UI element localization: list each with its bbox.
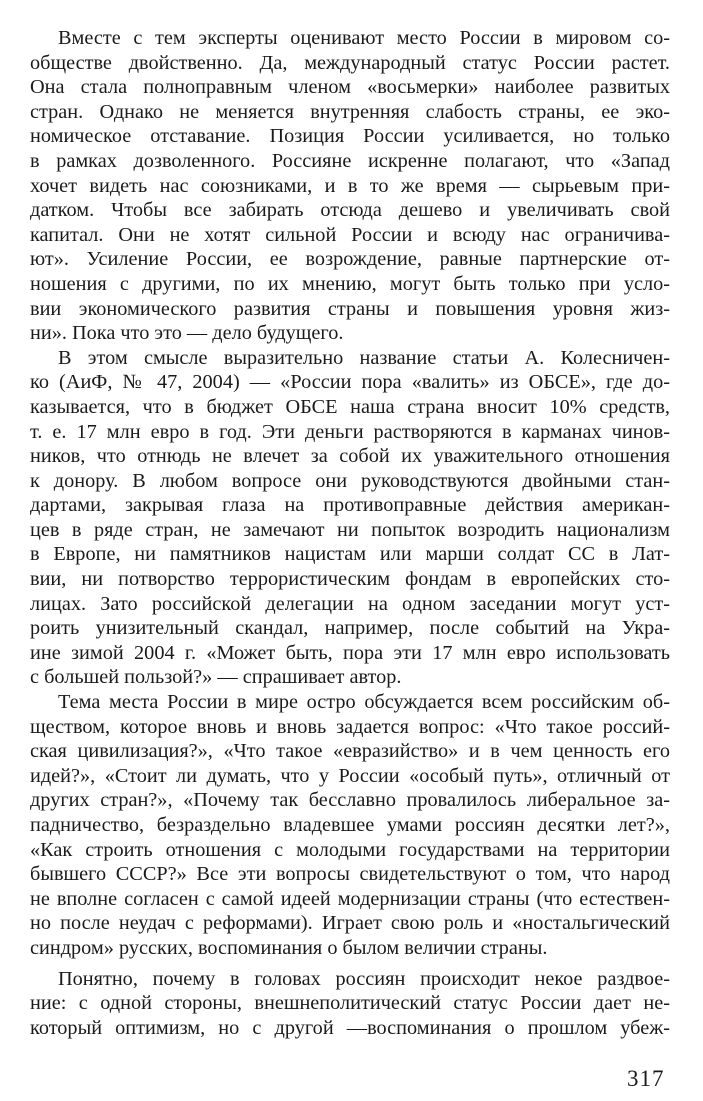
text-line: казывается, что в бюджет ОБСЕ наша страна вносит 10% средств, <box>30 395 670 418</box>
text-line: падничество, безраздельно владевшее умами россиян десятки лет?», <box>30 814 670 836</box>
text-line: датком. Чтобы все забирать отсюда дешево и увеличивать свой <box>30 199 670 222</box>
text-line: т. е. 17 млн евро в год. Эти деньги растворяются в карманах чинов- <box>30 420 670 443</box>
page-body <box>30 26 670 1040</box>
text-line: ская цивилизация?», «Что такое «евразийство» и в чем ценность его <box>30 740 670 763</box>
text-line: капитал. Они не хотят сильной России и всюду нас ограничива- <box>30 223 670 246</box>
paragraph-1 <box>30 26 670 346</box>
text-line: к донору. В любом вопросе они руководствуются двойными стан- <box>30 469 670 492</box>
text-line: не вполне согласен с самой идеей модернизации страны (что естествен- <box>30 887 670 910</box>
text-line: вии, ни потворство террористическим фондам в европейских сто- <box>30 568 670 591</box>
text-line: вии экономического развития страны и повышения уровня жиз- <box>30 297 670 320</box>
text-line: бывшего СССР?» Все эти вопросы свидетельствуют о том, что народ <box>30 863 670 886</box>
text-line: обществе двойственно. Да, международный статус России растет. <box>30 51 670 74</box>
text-line: «Как строить отношения с молодыми государствами на территории <box>30 838 670 861</box>
text-line: номическое отставание. Позиция России усиливается, но только <box>30 125 670 148</box>
text-line: цев в ряде стран, не замечают ни попыток возродить национализм <box>30 518 670 541</box>
text-line: ществом, которое вновь и вновь задается вопрос: «Что такое россий- <box>30 715 670 738</box>
text-line: В этом смысле выразительно название статьи А. Колесничен- <box>58 346 670 369</box>
text-line: Понятно, почему в головах россиян происходит некое раздвое- <box>58 967 670 990</box>
text-line: ют». Усиление России, ее возрождение, равные партнерские от- <box>30 248 670 271</box>
text-line: Тема места России в мире остро обсуждается всем российским об- <box>58 691 670 714</box>
text-line: ношения с другими, по их мнению, могут быть только при усло- <box>30 272 670 295</box>
text-line: ников, что отнюдь не влечет за собой их уважительного отношения <box>30 445 670 468</box>
text-line: хочет видеть нас союзниками, и в то же время — сырьевым при- <box>30 174 670 197</box>
text-line: Она стала полноправным членом «восьмерки» наиболее развитых <box>30 76 670 99</box>
paragraph-4 <box>30 967 670 1041</box>
text-line: роить унизительный скандал, например, после событий на Укра- <box>30 617 670 640</box>
text-line: других стран?», «Почему так бесславно провалилось либеральное за- <box>30 789 670 812</box>
text-line: стран. Однако не меняется внутренняя слабость страны, ее эко- <box>30 100 670 123</box>
text-line: ни». Пока что это — дело будущего. <box>30 322 344 345</box>
text-line: Вместе с тем эксперты оценивают место России в мировом со- <box>58 27 670 49</box>
text-line: в Европе, ни памятников нацистам или марши солдат СС в Лат- <box>30 543 670 566</box>
text-line: идей?», «Стоит ли думать, что у России «особый путь», отличный от <box>30 764 670 787</box>
text-line: дартами, закрывая глаза на противоправные действия американ- <box>30 494 670 517</box>
page-number: 317 <box>627 1066 665 1091</box>
text-line: ко (АиФ, № 47, 2004) — «России пора «валить» из ОБСЕ», где до- <box>30 371 670 394</box>
paragraph-2 <box>30 346 670 690</box>
text-line: лицах. Зато российской делегации на одном заседании могут уст- <box>30 592 670 615</box>
text-line: в рамках дозволенного. Россияне искренне полагают, что «Запад <box>30 149 670 172</box>
text-line: ние: с одной стороны, внешнеполитический статус России дает не- <box>30 992 670 1015</box>
text-line: с большей пользой?» — спрашивает автор. <box>30 666 402 689</box>
text-line: который оптимизм, но с другой —воспоминания о прошлом убеж- <box>30 1016 670 1039</box>
text-line: но после неудач с реформами). Играет свою роль и «ностальгический <box>30 912 670 935</box>
text-line: ине зимой 2004 г. «Может быть, пора эти 17 млн евро использовать <box>30 641 670 664</box>
paragraph-3 <box>30 690 670 961</box>
text-line: синдром» русских, воспоминания о былом величии страны. <box>30 936 548 959</box>
